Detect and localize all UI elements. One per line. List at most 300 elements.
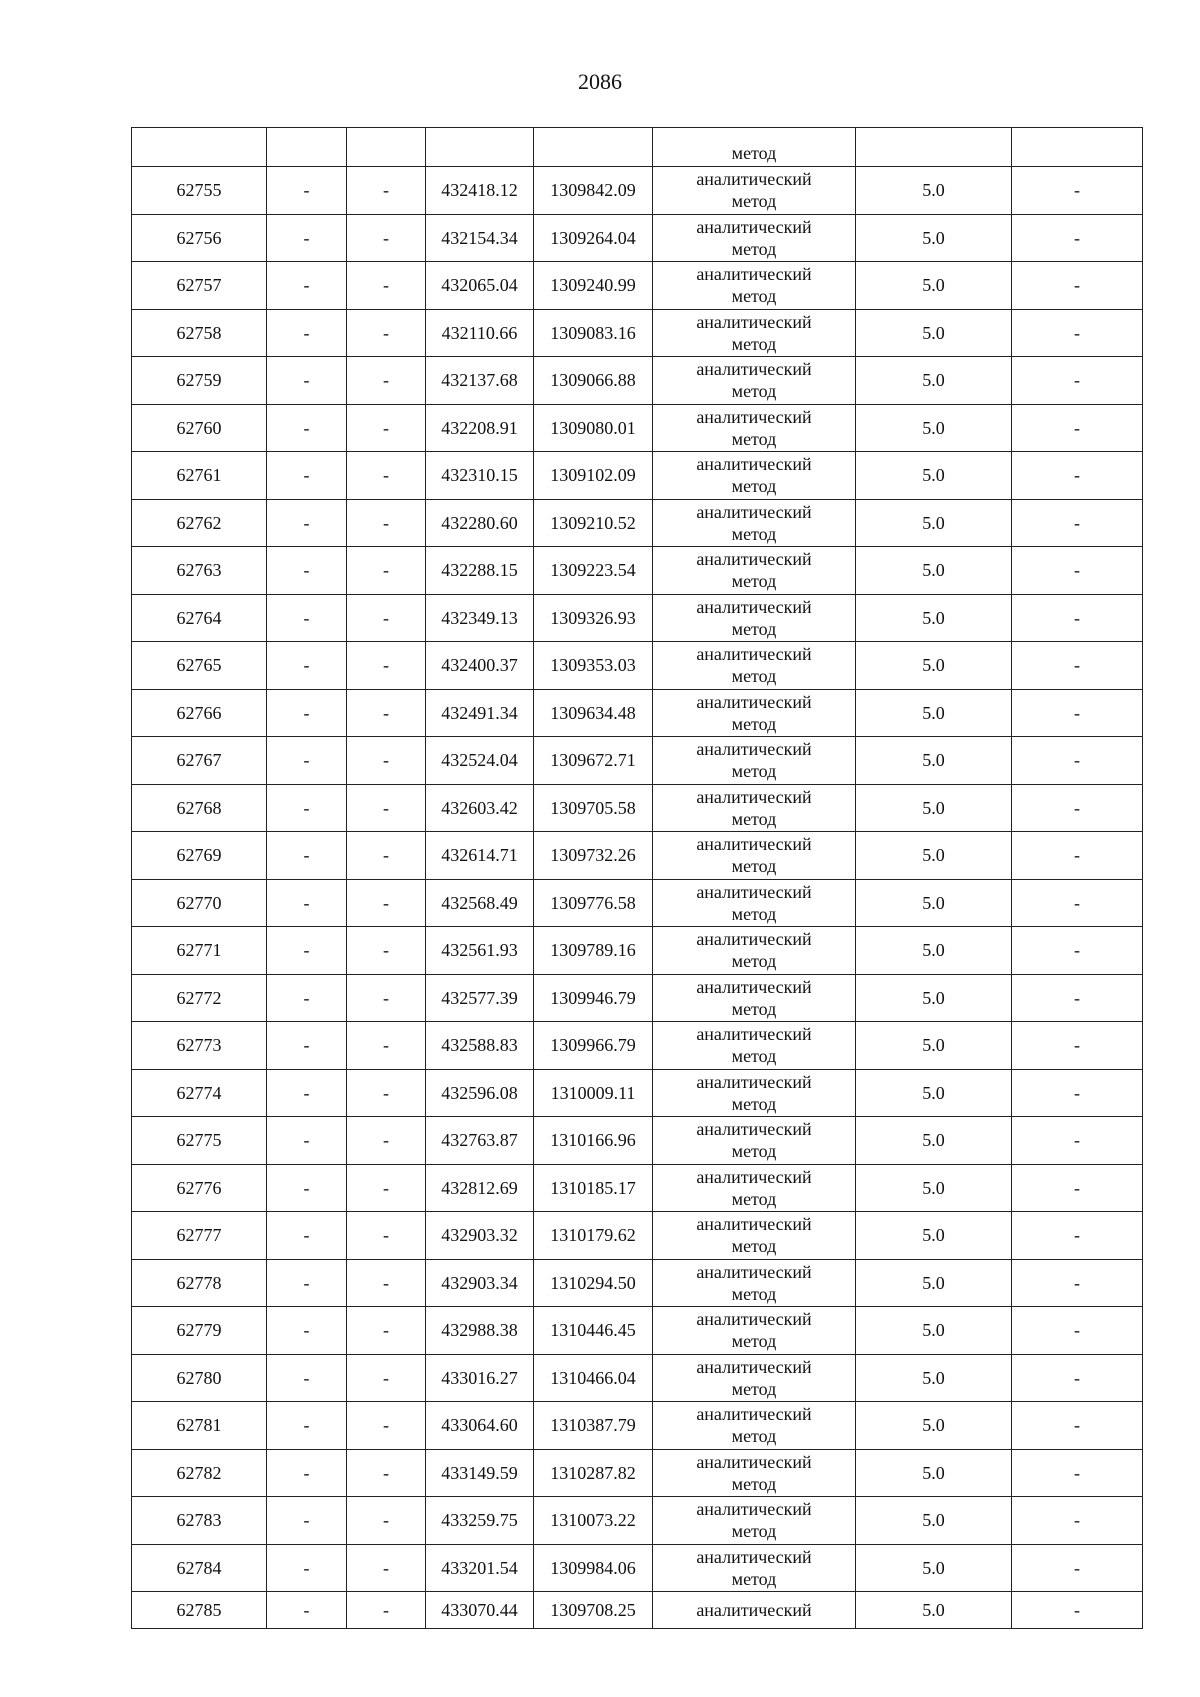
cell-col2: -	[267, 1069, 347, 1117]
method-line1: аналитический	[696, 1600, 812, 1620]
cell-y: 1310466.04	[534, 1354, 653, 1402]
table-row	[132, 309, 1143, 357]
method-line1: аналитический	[696, 311, 812, 332]
cell-col2: -	[267, 167, 347, 215]
method-line2: метод	[731, 1331, 777, 1352]
cell-x: 432065.04	[426, 262, 534, 310]
cell-col2: -	[267, 1354, 347, 1402]
cell-col3: -	[347, 1164, 426, 1212]
method-line1: аналитический	[696, 501, 812, 522]
cell-col3: -	[347, 594, 426, 642]
cell-col2: -	[267, 737, 347, 785]
cell-col2: -	[267, 499, 347, 547]
cell-value: 5.0	[856, 1117, 1012, 1165]
cell-col3: -	[347, 167, 426, 215]
cell-id: 62767	[132, 737, 267, 785]
cell-method	[653, 262, 856, 310]
table-row	[132, 1022, 1143, 1070]
cell-id: 62783	[132, 1497, 267, 1545]
cell-value	[856, 128, 1012, 167]
cell-last: -	[1012, 499, 1143, 547]
method-line1: аналитический	[696, 1404, 812, 1425]
cell-y: 1309672.71	[534, 737, 653, 785]
cell-col2: -	[267, 1402, 347, 1450]
cell-col3: -	[347, 927, 426, 975]
cell-id	[132, 128, 267, 167]
table-row	[132, 167, 1143, 215]
table-row	[132, 1544, 1143, 1592]
cell-x: 432568.49	[426, 879, 534, 927]
method-line1: аналитический	[696, 929, 812, 950]
cell-last: -	[1012, 1402, 1143, 1450]
cell-col3: -	[347, 309, 426, 357]
cell-x: 432903.32	[426, 1212, 534, 1260]
method-line2: метод	[731, 618, 777, 639]
cell-value: 5.0	[856, 879, 1012, 927]
cell-col2: -	[267, 784, 347, 832]
cell-y: 1309223.54	[534, 547, 653, 595]
cell-id: 62766	[132, 689, 267, 737]
cell-x: 432561.93	[426, 927, 534, 975]
method-line1: аналитический	[696, 881, 812, 902]
table-row	[132, 689, 1143, 737]
cell-value: 5.0	[856, 499, 1012, 547]
cell-col3: -	[347, 547, 426, 595]
method-line2: метод	[731, 713, 777, 734]
cell-col3: -	[347, 357, 426, 405]
cell-last: -	[1012, 167, 1143, 215]
cell-col3: -	[347, 1022, 426, 1070]
cell-id: 62777	[132, 1212, 267, 1260]
cell-id: 62757	[132, 262, 267, 310]
cell-x: 432137.68	[426, 357, 534, 405]
cell-id: 62764	[132, 594, 267, 642]
cell-y: 1309210.52	[534, 499, 653, 547]
cell-last: -	[1012, 214, 1143, 262]
cell-x: 432763.87	[426, 1117, 534, 1165]
cell-method	[653, 784, 856, 832]
cell-col3: -	[347, 689, 426, 737]
table-row	[132, 1354, 1143, 1402]
method-line2: метод	[731, 1236, 777, 1257]
cell-col3: -	[347, 452, 426, 500]
cell-x: 432812.69	[426, 1164, 534, 1212]
cell-value: 5.0	[856, 1307, 1012, 1355]
table-row	[132, 1069, 1143, 1117]
cell-method	[653, 452, 856, 500]
cell-value: 5.0	[856, 1259, 1012, 1307]
cell-col3: -	[347, 1259, 426, 1307]
cell-last: -	[1012, 1354, 1143, 1402]
cell-id: 62781	[132, 1402, 267, 1450]
cell-x: 432208.91	[426, 404, 534, 452]
cell-method	[653, 547, 856, 595]
cell-last: -	[1012, 262, 1143, 310]
cell-method	[653, 594, 856, 642]
cell-method	[653, 357, 856, 405]
table-row	[132, 832, 1143, 880]
method-line1: аналитический	[696, 1166, 812, 1187]
method-line1: аналитический	[696, 359, 812, 380]
cell-y: 1309080.01	[534, 404, 653, 452]
cell-y: 1309353.03	[534, 642, 653, 690]
cell-method	[653, 1022, 856, 1070]
cell-x: 432603.42	[426, 784, 534, 832]
table-row	[132, 214, 1143, 262]
cell-y: 1309240.99	[534, 262, 653, 310]
cell-value: 5.0	[856, 1164, 1012, 1212]
cell-col2: -	[267, 1212, 347, 1260]
cell-last: -	[1012, 357, 1143, 405]
cell-value: 5.0	[856, 737, 1012, 785]
cell-y: 1309708.25	[534, 1592, 653, 1629]
cell-col3: -	[347, 1117, 426, 1165]
method-line2: метод	[731, 1521, 777, 1542]
cell-last: -	[1012, 1212, 1143, 1260]
method-line2: метод	[731, 1046, 777, 1067]
cell-y: 1309984.06	[534, 1544, 653, 1592]
cell-y: 1309776.58	[534, 879, 653, 927]
table-row	[132, 499, 1143, 547]
cell-last: -	[1012, 1544, 1143, 1592]
cell-x: 432988.38	[426, 1307, 534, 1355]
cell-last: -	[1012, 1022, 1143, 1070]
cell-id: 62775	[132, 1117, 267, 1165]
method-line1: аналитический	[696, 1214, 812, 1235]
method-line1: аналитический	[696, 596, 812, 617]
method-line2: метод	[731, 571, 777, 592]
cell-value: 5.0	[856, 1449, 1012, 1497]
cell-value: 5.0	[856, 594, 1012, 642]
method-line2: метод	[731, 1426, 777, 1447]
cell-last: -	[1012, 594, 1143, 642]
cell-id: 62773	[132, 1022, 267, 1070]
method-line1: аналитический	[696, 549, 812, 570]
cell-col2: -	[267, 1022, 347, 1070]
cell-value: 5.0	[856, 452, 1012, 500]
cell-col2: -	[267, 1449, 347, 1497]
table-row	[132, 737, 1143, 785]
method-line2: метод	[731, 238, 777, 259]
cell-id: 62772	[132, 974, 267, 1022]
cell-y: 1309789.16	[534, 927, 653, 975]
cell-x: 432491.34	[426, 689, 534, 737]
cell-col2: -	[267, 1164, 347, 1212]
method-line2: метод	[731, 143, 777, 163]
table-row	[132, 404, 1143, 452]
cell-x: 432110.66	[426, 309, 534, 357]
cell-id: 62780	[132, 1354, 267, 1402]
cell-method	[653, 1402, 856, 1450]
cell-col2: -	[267, 214, 347, 262]
cell-method	[653, 737, 856, 785]
cell-col3	[347, 128, 426, 167]
cell-id: 62755	[132, 167, 267, 215]
cell-method	[653, 1259, 856, 1307]
cell-col2: -	[267, 927, 347, 975]
cell-y: 1309066.88	[534, 357, 653, 405]
table-row	[132, 1117, 1143, 1165]
cell-value: 5.0	[856, 1544, 1012, 1592]
cell-col3: -	[347, 737, 426, 785]
cell-id: 62774	[132, 1069, 267, 1117]
method-line2: метод	[731, 1093, 777, 1114]
method-line1: аналитический	[696, 644, 812, 665]
cell-last: -	[1012, 309, 1143, 357]
cell-y: 1309966.79	[534, 1022, 653, 1070]
cell-last: -	[1012, 642, 1143, 690]
table-row	[132, 642, 1143, 690]
cell-id: 62768	[132, 784, 267, 832]
cell-col2: -	[267, 547, 347, 595]
cell-id: 62763	[132, 547, 267, 595]
cell-x: 432524.04	[426, 737, 534, 785]
cell-y: 1309264.04	[534, 214, 653, 262]
cell-method	[653, 927, 856, 975]
cell-y: 1310073.22	[534, 1497, 653, 1545]
cell-col2: -	[267, 404, 347, 452]
cell-id: 62785	[132, 1592, 267, 1629]
cell-x: 432349.13	[426, 594, 534, 642]
cell-x: 432400.37	[426, 642, 534, 690]
method-line2: метод	[731, 1283, 777, 1304]
cell-x: 432588.83	[426, 1022, 534, 1070]
cell-id: 62782	[132, 1449, 267, 1497]
cell-method	[653, 1164, 856, 1212]
method-line2: метод	[731, 333, 777, 354]
cell-x: 432310.15	[426, 452, 534, 500]
cell-value: 5.0	[856, 1354, 1012, 1402]
cell-last: -	[1012, 1497, 1143, 1545]
cell-x: 432280.60	[426, 499, 534, 547]
method-line1: аналитический	[696, 169, 812, 190]
cell-value: 5.0	[856, 547, 1012, 595]
method-line1: аналитический	[696, 691, 812, 712]
method-line1: аналитический	[696, 1451, 812, 1472]
cell-last: -	[1012, 1117, 1143, 1165]
cell-y: 1310387.79	[534, 1402, 653, 1450]
method-line2: метод	[731, 1188, 777, 1209]
method-line2: метод	[731, 428, 777, 449]
method-line2: метод	[731, 951, 777, 972]
cell-method	[653, 1307, 856, 1355]
method-line2: метод	[731, 666, 777, 687]
method-line1: аналитический	[696, 1071, 812, 1092]
cell-method	[653, 1497, 856, 1545]
cell-value: 5.0	[856, 167, 1012, 215]
cell-value: 5.0	[856, 1069, 1012, 1117]
cell-x: 432614.71	[426, 832, 534, 880]
cell-col3: -	[347, 1212, 426, 1260]
cell-col2: -	[267, 689, 347, 737]
cell-y: 1309102.09	[534, 452, 653, 500]
cell-last: -	[1012, 1259, 1143, 1307]
cell-col2: -	[267, 832, 347, 880]
method-line1: аналитический	[696, 216, 812, 237]
method-line1: аналитический	[696, 406, 812, 427]
cell-col3: -	[347, 1307, 426, 1355]
method-line2: метод	[731, 761, 777, 782]
cell-y	[534, 128, 653, 167]
cell-value: 5.0	[856, 927, 1012, 975]
cell-value: 5.0	[856, 1592, 1012, 1629]
cell-last: -	[1012, 1164, 1143, 1212]
cell-x: 432903.34	[426, 1259, 534, 1307]
cell-last: -	[1012, 1449, 1143, 1497]
cell-col2: -	[267, 262, 347, 310]
cell-col2: -	[267, 357, 347, 405]
method-line1: аналитический	[696, 1024, 812, 1045]
cell-x: 433149.59	[426, 1449, 534, 1497]
cell-y: 1309732.26	[534, 832, 653, 880]
cell-id: 62759	[132, 357, 267, 405]
cell-last: -	[1012, 784, 1143, 832]
cell-col3: -	[347, 1497, 426, 1545]
cell-id: 62761	[132, 452, 267, 500]
cell-x: 433070.44	[426, 1592, 534, 1629]
cell-last	[1012, 128, 1143, 167]
cell-method	[653, 879, 856, 927]
method-line1: аналитический	[696, 1119, 812, 1140]
cell-value: 5.0	[856, 784, 1012, 832]
cell-value: 5.0	[856, 832, 1012, 880]
cell-col3: -	[347, 404, 426, 452]
table-row	[132, 1307, 1143, 1355]
cell-x: 433064.60	[426, 1402, 534, 1450]
cell-value: 5.0	[856, 214, 1012, 262]
cell-col3: -	[347, 1544, 426, 1592]
method-line2: метод	[731, 998, 777, 1019]
method-line1: аналитический	[696, 264, 812, 285]
cell-col3: -	[347, 1402, 426, 1450]
cell-method	[653, 1069, 856, 1117]
cell-y: 1310446.45	[534, 1307, 653, 1355]
cell-col2: -	[267, 1259, 347, 1307]
cell-col2	[267, 128, 347, 167]
cell-id: 62769	[132, 832, 267, 880]
method-line1: аналитический	[696, 976, 812, 997]
table-row-continuation	[132, 128, 1143, 167]
table-body	[132, 128, 1143, 1629]
table-row	[132, 974, 1143, 1022]
cell-id: 62784	[132, 1544, 267, 1592]
cell-y: 1310185.17	[534, 1164, 653, 1212]
method-line1: аналитический	[696, 786, 812, 807]
method-line1: аналитический	[696, 1546, 812, 1567]
cell-id: 62770	[132, 879, 267, 927]
cell-method	[653, 1117, 856, 1165]
cell-id: 62779	[132, 1307, 267, 1355]
cell-col3: -	[347, 214, 426, 262]
cell-col3: -	[347, 1449, 426, 1497]
cell-id: 62778	[132, 1259, 267, 1307]
cell-y: 1310179.62	[534, 1212, 653, 1260]
coordinates-table	[131, 127, 1143, 1629]
cell-value: 5.0	[856, 309, 1012, 357]
cell-y: 1310009.11	[534, 1069, 653, 1117]
method-line2: метод	[731, 191, 777, 212]
table-row	[132, 927, 1143, 975]
cell-value: 5.0	[856, 1402, 1012, 1450]
method-line2: метод	[731, 381, 777, 402]
method-line2: метод	[731, 856, 777, 877]
method-line1: аналитический	[696, 454, 812, 475]
cell-col2: -	[267, 642, 347, 690]
method-line2: метод	[731, 1141, 777, 1162]
cell-col2: -	[267, 1117, 347, 1165]
cell-id: 62771	[132, 927, 267, 975]
cell-last: -	[1012, 1307, 1143, 1355]
cell-col3: -	[347, 499, 426, 547]
method-line2: метод	[731, 286, 777, 307]
method-line1: аналитический	[696, 1261, 812, 1282]
cell-value: 5.0	[856, 1022, 1012, 1070]
cell-method	[653, 689, 856, 737]
method-line1: аналитический	[696, 1499, 812, 1520]
cell-last: -	[1012, 547, 1143, 595]
cell-id: 62760	[132, 404, 267, 452]
cell-x: 433016.27	[426, 1354, 534, 1402]
method-line1: аналитический	[696, 834, 812, 855]
cell-col2: -	[267, 1307, 347, 1355]
table-row	[132, 547, 1143, 595]
cell-last: -	[1012, 689, 1143, 737]
cell-col3: -	[347, 784, 426, 832]
method-line2: метод	[731, 1568, 777, 1589]
cell-last: -	[1012, 879, 1143, 927]
table-row	[132, 1164, 1143, 1212]
cell-id: 62762	[132, 499, 267, 547]
table-row	[132, 262, 1143, 310]
table-row	[132, 1449, 1143, 1497]
cell-y: 1309946.79	[534, 974, 653, 1022]
table-row	[132, 879, 1143, 927]
cell-col3: -	[347, 832, 426, 880]
method-line2: метод	[731, 476, 777, 497]
cell-method	[653, 128, 856, 167]
cell-value: 5.0	[856, 1497, 1012, 1545]
cell-col2: -	[267, 1497, 347, 1545]
method-line2: метод	[731, 523, 777, 544]
cell-last: -	[1012, 452, 1143, 500]
method-line2: метод	[731, 903, 777, 924]
cell-method	[653, 1592, 856, 1629]
cell-col3: -	[347, 1592, 426, 1629]
cell-value: 5.0	[856, 642, 1012, 690]
cell-x: 432418.12	[426, 167, 534, 215]
cell-method	[653, 1449, 856, 1497]
cell-col2: -	[267, 309, 347, 357]
table-row	[132, 1497, 1143, 1545]
cell-col3: -	[347, 642, 426, 690]
method-line1: аналитический	[696, 739, 812, 760]
cell-x: 432596.08	[426, 1069, 534, 1117]
cell-method	[653, 642, 856, 690]
cell-col3: -	[347, 262, 426, 310]
table-row	[132, 1402, 1143, 1450]
cell-method	[653, 974, 856, 1022]
cell-method	[653, 309, 856, 357]
cell-col2: -	[267, 1544, 347, 1592]
cell-col2: -	[267, 594, 347, 642]
page-number: 2086	[578, 69, 622, 94]
cell-y: 1309634.48	[534, 689, 653, 737]
method-line1: аналитический	[696, 1309, 812, 1330]
cell-method	[653, 167, 856, 215]
cell-method	[653, 832, 856, 880]
cell-last: -	[1012, 974, 1143, 1022]
cell-id: 62765	[132, 642, 267, 690]
